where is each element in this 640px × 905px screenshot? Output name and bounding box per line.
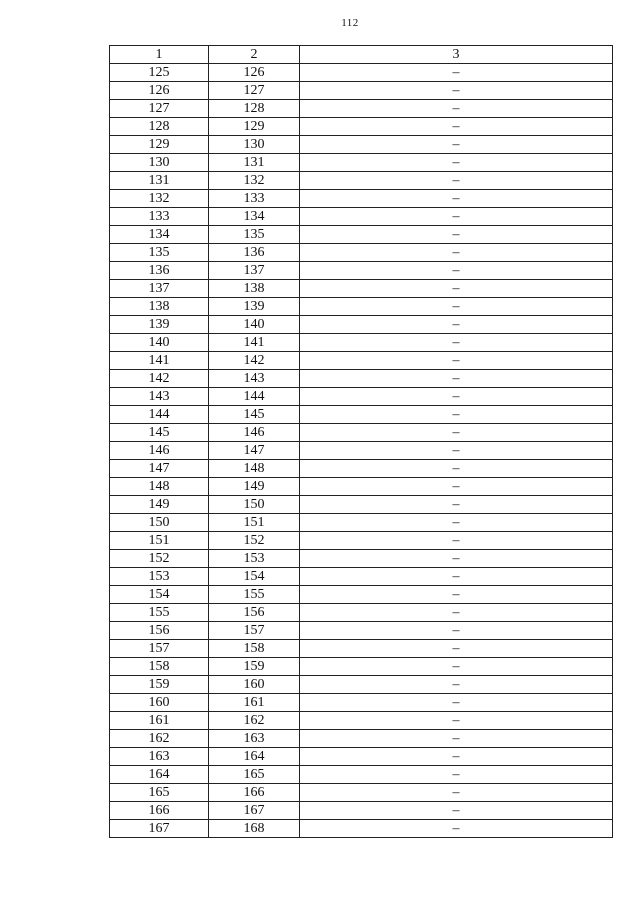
table-row [110, 442, 613, 460]
table-cell: 168 [209, 820, 300, 838]
table-row [110, 514, 613, 532]
table-cell: – [300, 298, 613, 316]
table-row [110, 694, 613, 712]
table-cell: – [300, 442, 613, 460]
table-cell: 130 [209, 136, 300, 154]
table-cell: 142 [110, 370, 209, 388]
table-cell: 136 [110, 262, 209, 280]
table-cell: – [300, 208, 613, 226]
table-row [110, 730, 613, 748]
table-cell: 127 [209, 82, 300, 100]
table-cell: 167 [209, 802, 300, 820]
data-table [109, 45, 613, 838]
table-body [110, 64, 613, 838]
table-row [110, 478, 613, 496]
table-row [110, 298, 613, 316]
table-cell: – [300, 694, 613, 712]
table-cell: 147 [110, 460, 209, 478]
table-cell: – [300, 172, 613, 190]
table-cell: 160 [209, 676, 300, 694]
table-row [110, 64, 613, 82]
table-cell: 137 [209, 262, 300, 280]
table-cell: 147 [209, 442, 300, 460]
table-cell: 160 [110, 694, 209, 712]
table-cell: 166 [110, 802, 209, 820]
table-cell: 148 [209, 460, 300, 478]
table-cell: 134 [209, 208, 300, 226]
table-cell: 163 [209, 730, 300, 748]
table-cell: 143 [110, 388, 209, 406]
table-row [110, 460, 613, 478]
table-cell: 128 [110, 118, 209, 136]
table-cell: – [300, 478, 613, 496]
table-row [110, 622, 613, 640]
table-row [110, 496, 613, 514]
table-cell: 166 [209, 784, 300, 802]
table-row [110, 82, 613, 100]
table-row [110, 532, 613, 550]
table-cell: 127 [110, 100, 209, 118]
table-cell: 131 [110, 172, 209, 190]
table-cell: 161 [209, 694, 300, 712]
table-cell: 155 [110, 604, 209, 622]
table-row [110, 676, 613, 694]
table-cell: – [300, 568, 613, 586]
table-cell: 143 [209, 370, 300, 388]
table-cell: – [300, 496, 613, 514]
table-cell: 142 [209, 352, 300, 370]
table-row [110, 226, 613, 244]
table-cell: – [300, 64, 613, 82]
table-row [110, 424, 613, 442]
table-cell: 155 [209, 586, 300, 604]
table-cell: 153 [209, 550, 300, 568]
table-cell: – [300, 514, 613, 532]
table-cell: – [300, 712, 613, 730]
table-cell: – [300, 100, 613, 118]
table-row [110, 658, 613, 676]
table-cell: – [300, 406, 613, 424]
table-cell: – [300, 352, 613, 370]
table-row [110, 100, 613, 118]
table-row [110, 136, 613, 154]
table-cell: 144 [110, 406, 209, 424]
table-cell: – [300, 424, 613, 442]
page-number: 112 [341, 17, 359, 29]
table-cell: – [300, 154, 613, 172]
table-row [110, 568, 613, 586]
table-cell: 145 [209, 406, 300, 424]
table-cell: – [300, 136, 613, 154]
table-cell: – [300, 748, 613, 766]
table-cell: 145 [110, 424, 209, 442]
table-cell: 154 [209, 568, 300, 586]
table-cell: 133 [209, 190, 300, 208]
table-cell: 129 [110, 136, 209, 154]
table-cell: – [300, 532, 613, 550]
column-header: 1 [110, 46, 209, 64]
table-cell: – [300, 370, 613, 388]
table-cell: 125 [110, 64, 209, 82]
table-cell: 126 [110, 82, 209, 100]
table-cell: 157 [209, 622, 300, 640]
table-row [110, 802, 613, 820]
table-row [110, 262, 613, 280]
table-row [110, 406, 613, 424]
table-cell: 162 [209, 712, 300, 730]
table-cell: 158 [209, 640, 300, 658]
table-row [110, 586, 613, 604]
table-row [110, 388, 613, 406]
table-cell: – [300, 280, 613, 298]
table-row [110, 766, 613, 784]
table-row [110, 640, 613, 658]
table-cell: – [300, 244, 613, 262]
table-cell: 165 [209, 766, 300, 784]
table-row [110, 190, 613, 208]
table-cell: – [300, 766, 613, 784]
table-cell: – [300, 118, 613, 136]
table-row [110, 604, 613, 622]
table-cell: – [300, 226, 613, 244]
table-cell: 163 [110, 748, 209, 766]
table-cell: 130 [110, 154, 209, 172]
table-cell: 156 [209, 604, 300, 622]
table-cell: 140 [110, 334, 209, 352]
table-cell: – [300, 82, 613, 100]
table-cell: – [300, 730, 613, 748]
table-cell: 128 [209, 100, 300, 118]
table-row [110, 208, 613, 226]
table-row [110, 352, 613, 370]
table-cell: 161 [110, 712, 209, 730]
table-cell: 159 [110, 676, 209, 694]
table-cell: 135 [209, 226, 300, 244]
table-row [110, 172, 613, 190]
table-row [110, 244, 613, 262]
table-cell: 137 [110, 280, 209, 298]
table-cell: – [300, 388, 613, 406]
table-cell: 150 [209, 496, 300, 514]
table-cell: 149 [209, 478, 300, 496]
table-cell: 139 [209, 298, 300, 316]
table-cell: 144 [209, 388, 300, 406]
table-cell: 151 [209, 514, 300, 532]
table-cell: – [300, 550, 613, 568]
table-cell: 148 [110, 478, 209, 496]
table-cell: – [300, 820, 613, 838]
table-cell: 146 [209, 424, 300, 442]
table-cell: 131 [209, 154, 300, 172]
table-cell: – [300, 334, 613, 352]
table-row [110, 712, 613, 730]
table-row [110, 154, 613, 172]
column-header: 2 [209, 46, 300, 64]
table-cell: 151 [110, 532, 209, 550]
table-row [110, 334, 613, 352]
table-cell: 162 [110, 730, 209, 748]
table-cell: 152 [110, 550, 209, 568]
table-cell: – [300, 586, 613, 604]
table-cell: 159 [209, 658, 300, 676]
table-row [110, 784, 613, 802]
table-cell: – [300, 640, 613, 658]
table-cell: – [300, 316, 613, 334]
table-cell: 141 [209, 334, 300, 352]
table-cell: 129 [209, 118, 300, 136]
table-cell: 141 [110, 352, 209, 370]
table-cell: – [300, 784, 613, 802]
table-cell: – [300, 658, 613, 676]
table-cell: 136 [209, 244, 300, 262]
table-row [110, 550, 613, 568]
table-row [110, 370, 613, 388]
table-cell: – [300, 460, 613, 478]
table-cell: – [300, 802, 613, 820]
table-cell: – [300, 262, 613, 280]
table-cell: – [300, 604, 613, 622]
table-cell: 149 [110, 496, 209, 514]
table-cell: 132 [110, 190, 209, 208]
table-row [110, 748, 613, 766]
table-cell: 138 [209, 280, 300, 298]
table-cell: 134 [110, 226, 209, 244]
table-cell: 154 [110, 586, 209, 604]
table-cell: 140 [209, 316, 300, 334]
table-row [110, 820, 613, 838]
table-row [110, 316, 613, 334]
table-cell: 167 [110, 820, 209, 838]
table-cell: 164 [110, 766, 209, 784]
table-cell: 138 [110, 298, 209, 316]
table-cell: 146 [110, 442, 209, 460]
table-cell: 132 [209, 172, 300, 190]
table-cell: 150 [110, 514, 209, 532]
table-cell: – [300, 676, 613, 694]
table-cell: 133 [110, 208, 209, 226]
table-cell: 157 [110, 640, 209, 658]
table-cell: 153 [110, 568, 209, 586]
table-cell: – [300, 622, 613, 640]
table-header-row [110, 46, 613, 64]
table-cell: 135 [110, 244, 209, 262]
table-cell: 139 [110, 316, 209, 334]
table-cell: 126 [209, 64, 300, 82]
table-cell: 156 [110, 622, 209, 640]
column-header: 3 [300, 46, 613, 64]
table-cell: 165 [110, 784, 209, 802]
table-cell: – [300, 190, 613, 208]
table-row [110, 118, 613, 136]
table-cell: 164 [209, 748, 300, 766]
table-cell: 152 [209, 532, 300, 550]
table-cell: 158 [110, 658, 209, 676]
table-row [110, 280, 613, 298]
